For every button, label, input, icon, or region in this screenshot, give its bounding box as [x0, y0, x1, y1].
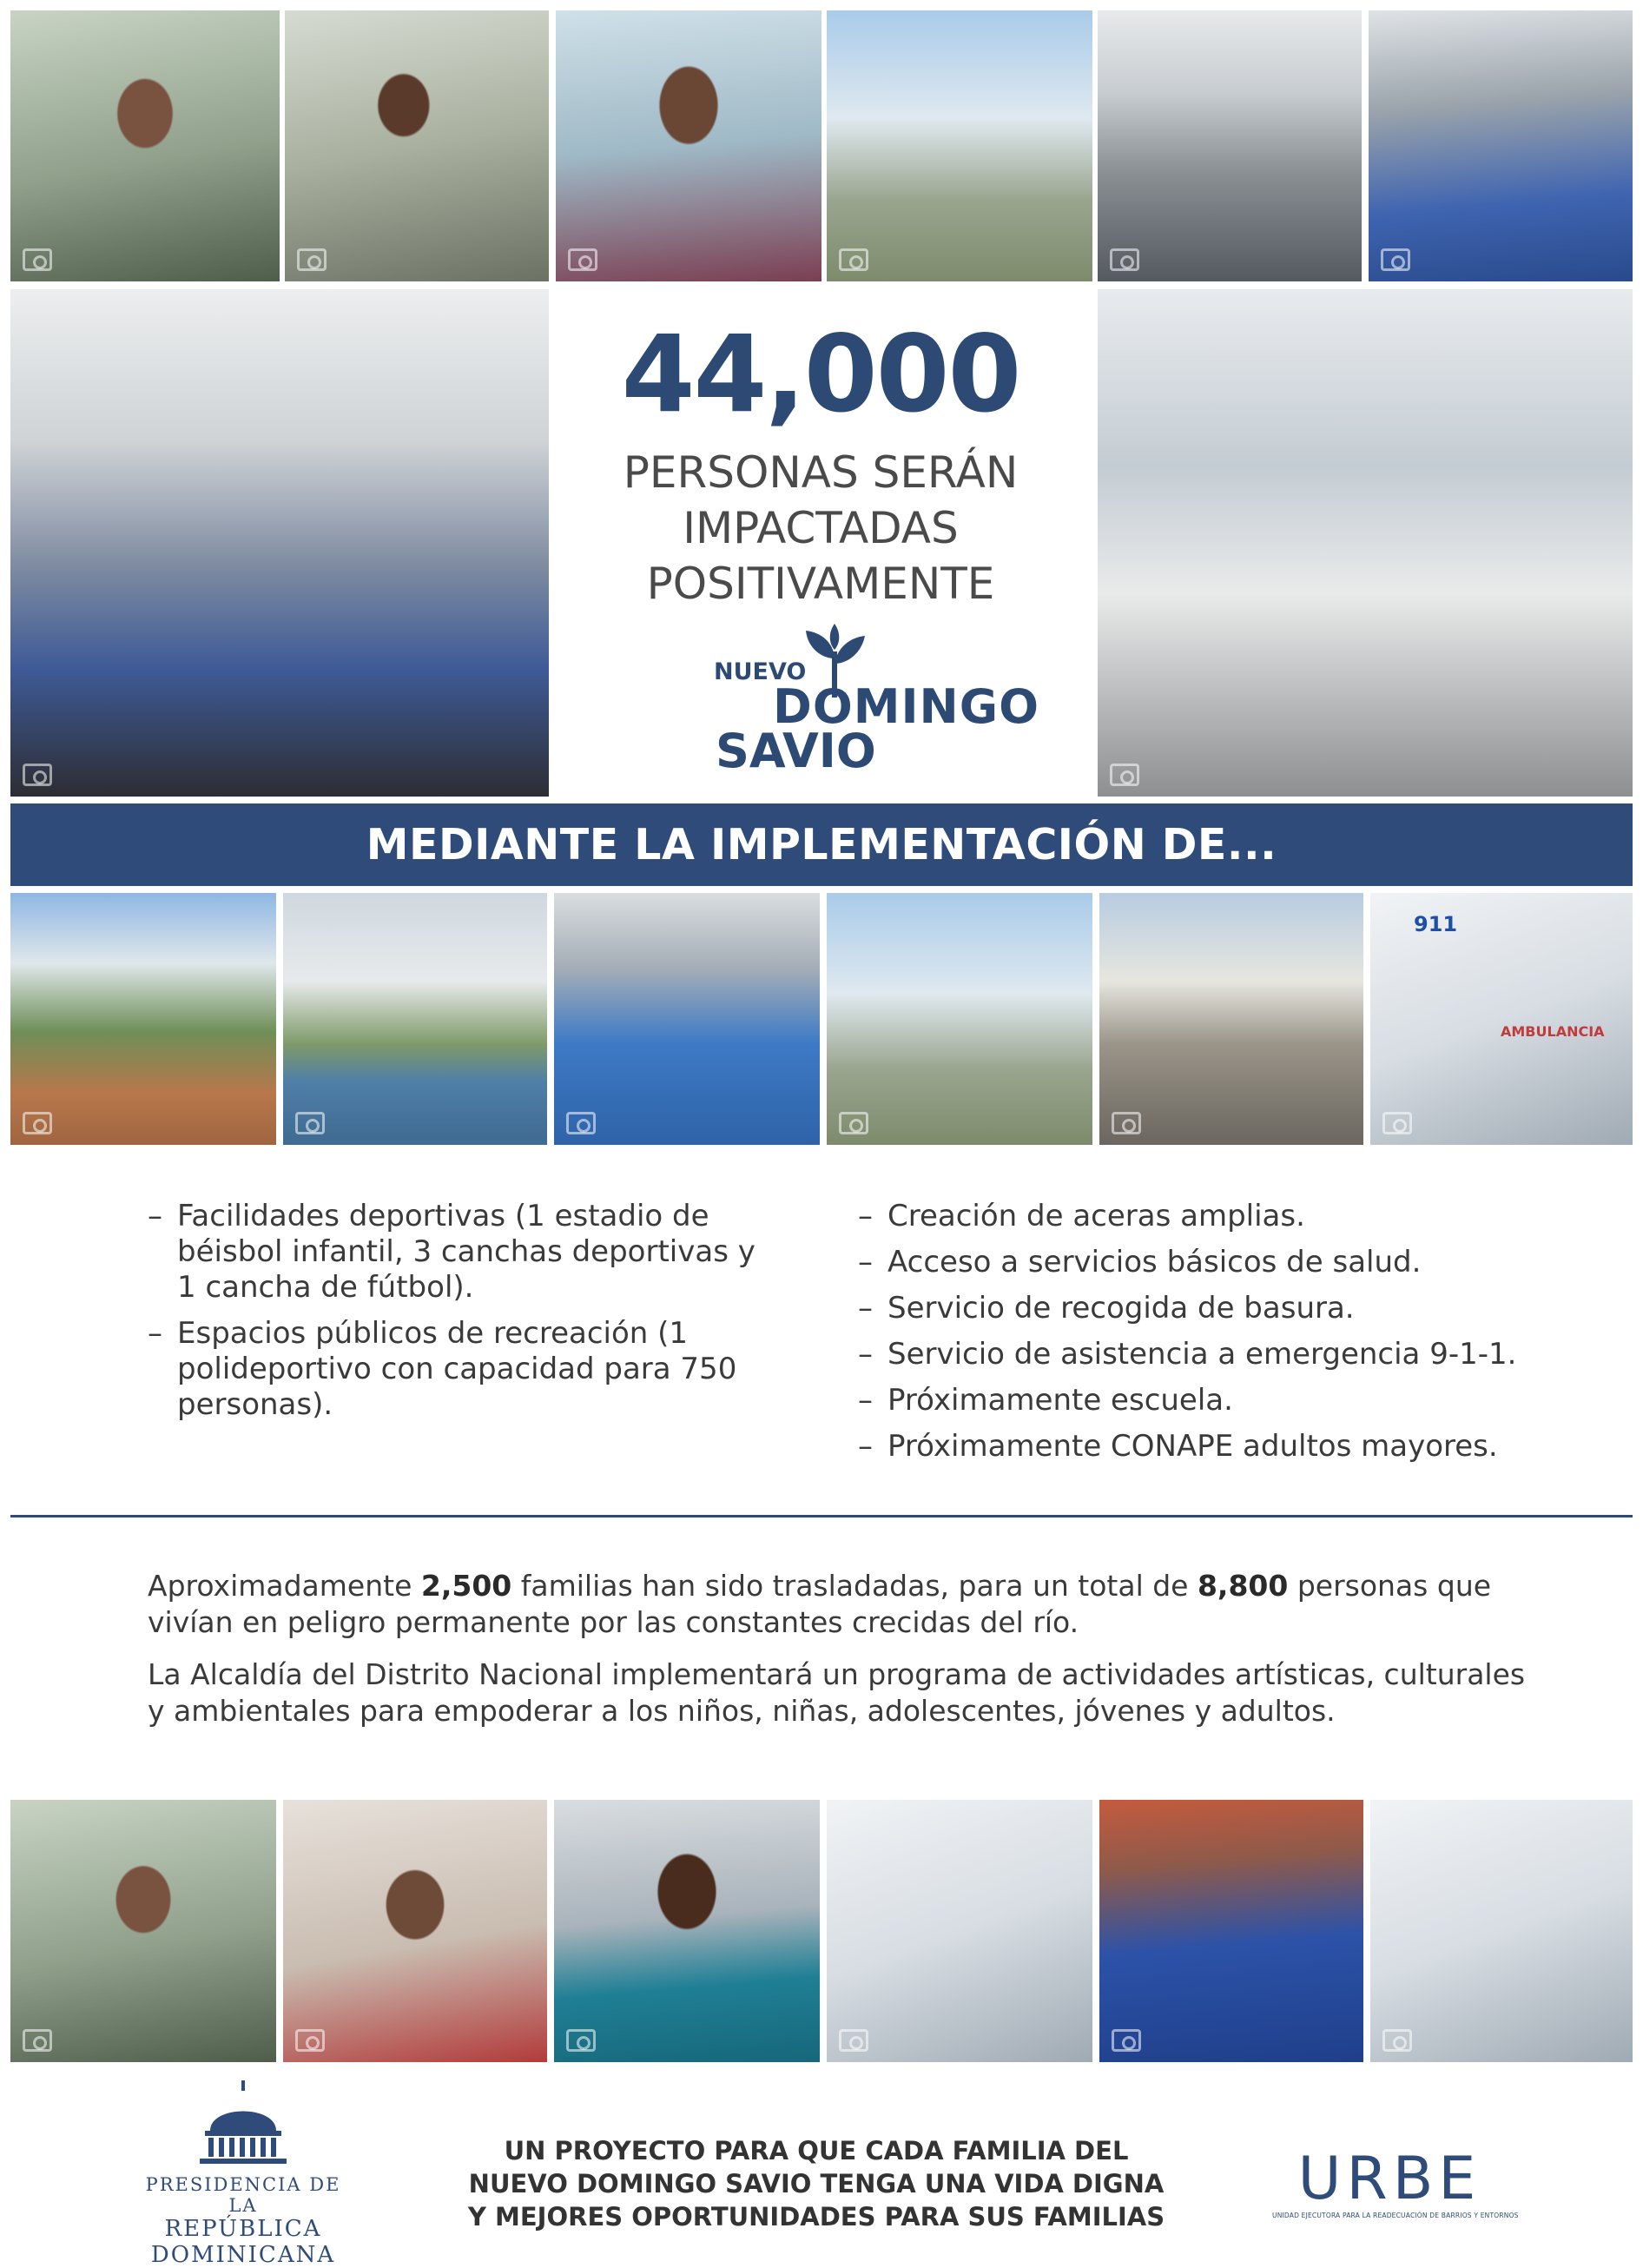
list-dash: –: [858, 1429, 873, 1464]
families-count: 2,500: [420, 1569, 512, 1603]
relocation-paragraph: [148, 1568, 1537, 1641]
seal-line1: PRESIDENCIA DE LA: [145, 2174, 341, 2216]
list-item: [858, 1199, 1622, 1234]
image-icon: [1112, 1112, 1141, 1134]
photo-woman-clapping: [1098, 10, 1362, 281]
para1-text-e: personas que vivían en peligro permanente por las constantes crecidas del río.: [148, 1569, 1492, 1639]
list-item-text: Facilidades deportivas (1 estadio de béisbol infantil, 3 canchas deportivas y 1 cancha de fútbol).: [177, 1199, 756, 1305]
list-dash: –: [858, 1291, 873, 1326]
seal-line2: REPÚBLICA: [164, 2216, 322, 2242]
image-icon: [297, 248, 327, 271]
image-icon: [839, 2029, 868, 2052]
image-icon: [566, 2029, 596, 2052]
urbe-logo: [1272, 2145, 1519, 2219]
tagline-line: Y MEJORES OPORTUNIDADES PARA SUS FAMILIAS: [467, 2202, 1165, 2232]
headline-line: POSITIVAMENTE: [646, 559, 995, 609]
list-item-text: Creación de aceras amplias.: [887, 1199, 1305, 1233]
photo-ambulance-911: [1370, 893, 1633, 1145]
logo-savio: SAVIO: [716, 724, 876, 778]
photo-girl-smiling: [283, 1800, 547, 2062]
image-icon: [839, 1112, 868, 1134]
list-dash: –: [858, 1245, 873, 1279]
photo-kids-blue-shirts: [1369, 10, 1633, 281]
logo-nuevo: NUEVO: [714, 658, 807, 685]
project-tagline: [452, 2134, 1181, 2233]
photo-wide-sidewalk-park: [827, 893, 1092, 1145]
photo-urbe-staff-hug: [827, 1800, 1092, 2062]
impact-headline: [556, 445, 1085, 612]
list-dash: –: [858, 1383, 873, 1418]
list-dash: –: [858, 1337, 873, 1372]
image-icon: [1110, 764, 1139, 786]
list-item-text: Espacios públicos de recreación (1 polideportivo con capacidad para 750 personas).: [177, 1316, 737, 1422]
image-icon: [839, 248, 868, 271]
services-list: [858, 1199, 1622, 1475]
photo-elderly-man-seated: [1370, 1800, 1633, 2062]
photo-elderly-men-white-shirts: [1098, 289, 1633, 797]
program-paragraph: La Alcaldía del Distrito Nacional implementará un programa de actividades artísticas, culturales y ambientales para empoderar a los niños, niñas, adolescentes, jóvenes y adultos.: [148, 1657, 1526, 1728]
image-icon: [23, 248, 52, 271]
list-dash: –: [148, 1316, 162, 1351]
urbe-subtitle: UNIDAD EJECUTORA PARA LA READECUACIÓN DE BARRIOS Y ENTORNOS: [1272, 2212, 1519, 2219]
people-count: 8,800: [1197, 1569, 1289, 1603]
photo-paved-road: [1099, 893, 1363, 1145]
list-item: [148, 1199, 756, 1306]
tagline-line: NUEVO DOMINGO SAVIO TENGA UNA VIDA DIGNA: [468, 2169, 1165, 2199]
presidencia-seal: [130, 2080, 356, 2268]
image-icon: [566, 1112, 596, 1134]
ambulance-911-label: 911: [1414, 912, 1458, 936]
image-icon: [23, 2029, 52, 2052]
list-item: [148, 1316, 756, 1423]
section-divider: [10, 1515, 1633, 1518]
image-icon: [568, 248, 597, 271]
list-dash: –: [858, 1199, 873, 1233]
banner-title: MEDIANTE LA IMPLEMENTACIÓN DE...: [366, 820, 1277, 870]
photo-young-woman: [10, 1800, 276, 2062]
photo-boys-running: [827, 10, 1092, 281]
implementation-banner: [10, 803, 1633, 886]
photo-basketball-court-outdoor: [283, 893, 547, 1145]
logo-domingo: DOMINGO: [773, 679, 1039, 734]
photo-elderly-woman-smiling: [556, 10, 822, 281]
list-item-text: Acceso a servicios básicos de salud.: [887, 1245, 1422, 1279]
list-dash: –: [148, 1199, 162, 1233]
image-icon: [1381, 248, 1410, 271]
facilities-list: [148, 1199, 756, 1433]
list-item: [858, 1291, 1622, 1326]
image-icon: [1112, 2029, 1141, 2052]
photo-group-sports-hall: [10, 289, 549, 797]
image-icon: [1110, 248, 1139, 271]
list-item: [858, 1383, 1622, 1418]
impact-number: 44,000: [621, 313, 1020, 436]
ambulance-word: AMBULANCIA: [1501, 1023, 1605, 1040]
dome-seal-icon: [191, 2080, 295, 2167]
nuevo-domingo-savio-logo: [695, 625, 1039, 778]
photo-baseball-stadium: [10, 893, 276, 1145]
image-icon: [23, 1112, 52, 1134]
list-item: [858, 1245, 1622, 1280]
headline-line: PERSONAS SERÁN: [623, 447, 1019, 498]
list-item-text: Próximamente escuela.: [887, 1383, 1233, 1418]
urbe-wordmark: URBE: [1297, 2145, 1481, 2213]
photo-boy-exercise-machine: [285, 10, 549, 281]
list-item-text: Próximamente CONAPE adultos mayores.: [887, 1429, 1498, 1464]
tagline-line: UN PROYECTO PARA QUE CADA FAMILIA DEL: [504, 2136, 1129, 2166]
image-icon: [295, 2029, 325, 2052]
image-icon: [23, 764, 52, 786]
para1-text-a: Aproximadamente: [148, 1569, 421, 1603]
image-icon: [1382, 2029, 1412, 2052]
image-icon: [295, 1112, 325, 1134]
photo-kids-trophies: [1099, 1800, 1363, 2062]
list-item: [858, 1337, 1622, 1372]
photo-indoor-basketball: [554, 893, 820, 1145]
list-item-text: Servicio de asistencia a emergencia 9-1-1.: [887, 1337, 1517, 1372]
list-item-text: Servicio de recogida de basura.: [887, 1291, 1355, 1326]
seal-line3: DOMINICANA: [150, 2242, 336, 2268]
list-item: [858, 1429, 1622, 1465]
image-icon: [1382, 1112, 1412, 1134]
para1-text-c: familias han sido trasladadas, para un total de: [511, 1569, 1198, 1603]
photo-man-teal-polo: [554, 1800, 820, 2062]
photo-man-striped-shirt: [10, 10, 280, 281]
headline-line: IMPACTADAS: [683, 503, 959, 553]
